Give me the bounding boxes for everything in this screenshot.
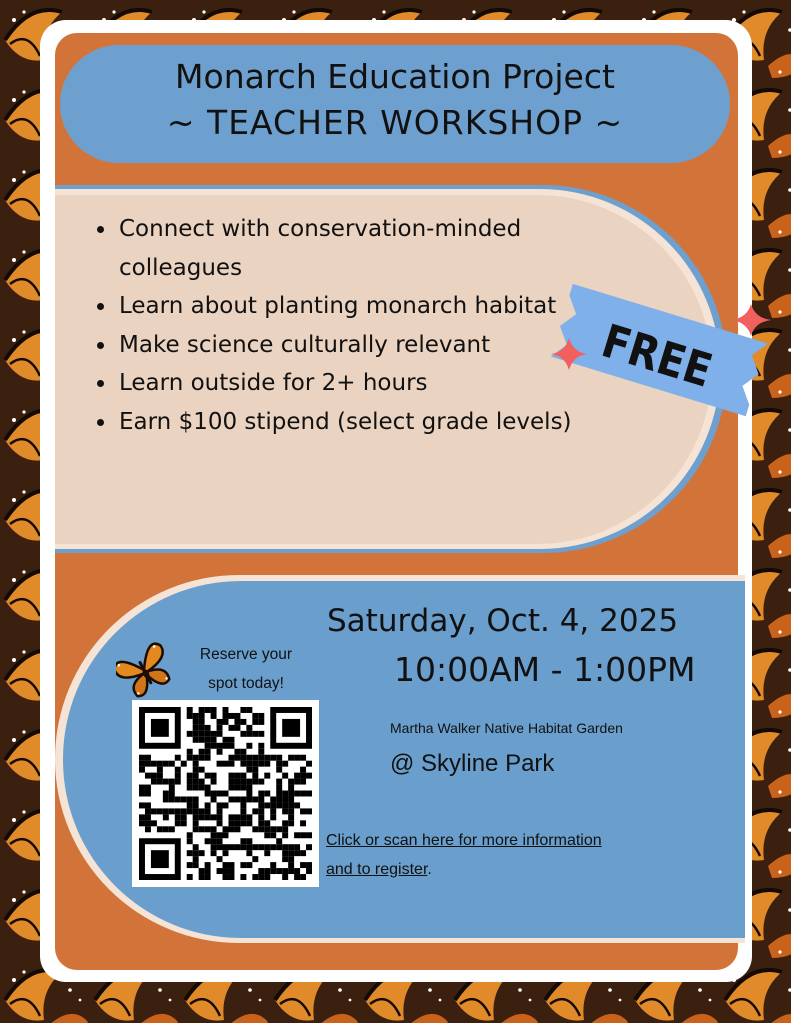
sparkle-icon <box>731 304 771 336</box>
feature-item: • Earn $100 stipend (select grade levels) <box>117 403 572 442</box>
butterfly-icon <box>116 640 172 704</box>
feature-item: • Learn about planting monarch habitat <box>117 287 572 326</box>
feature-list <box>95 210 572 441</box>
feature-item: • Connect with conservation-minded colleagues <box>117 210 572 287</box>
event-date: Saturday, Oct. 4, 2025 <box>327 603 679 639</box>
reserve-line: Reserve your <box>199 646 293 663</box>
free-label: FREE <box>595 314 718 399</box>
qr-code-icon[interactable] <box>139 707 312 880</box>
poster-title: Monarch Education Project <box>175 57 615 96</box>
register-link[interactable]: and to register <box>326 861 428 878</box>
ticket-icon <box>539 276 779 426</box>
reserve-line: spot today! <box>208 675 284 692</box>
free-ticket-badge <box>539 276 779 430</box>
title-banner <box>60 45 730 163</box>
reserve-text <box>182 640 310 698</box>
event-park: @ Skyline Park <box>390 750 555 777</box>
register-suffix: . <box>427 861 432 878</box>
register-text <box>326 826 602 884</box>
feature-item: • Learn outside for 2+ hours <box>117 364 572 403</box>
event-time: 10:00AM - 1:00PM <box>394 650 696 689</box>
register-link[interactable]: Click or scan here for more information <box>326 832 602 849</box>
poster-subtitle: ~ TEACHER WORKSHOP ~ <box>166 103 624 142</box>
feature-item: • Make science culturally relevant <box>117 326 572 365</box>
event-venue: Martha Walker Native Habitat Garden <box>390 720 623 736</box>
